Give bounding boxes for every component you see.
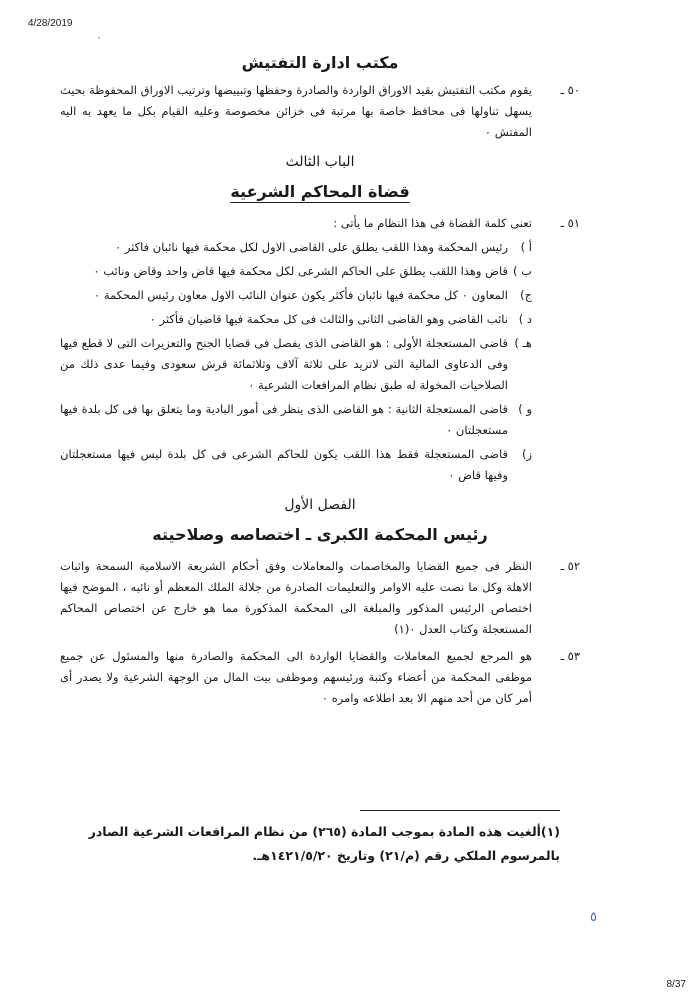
article-50 [60,80,580,143]
list-item [60,399,532,441]
item-letter: و ) [518,402,532,416]
article-number: ٥٣ ـ [560,649,580,663]
list-item [60,444,532,486]
article-text: هو المرجع لجميع المعاملات والقضايا الواردة الى المحكمة والصادرة منها والمسئول عن جميع موظفى المحكمة من أعضاء وكتبة ورئيسهم وموظفى بيت المال من الوجهة الشرعية ولا يصدر أى أمر كان من أحد منهم الا بعد اطلاعه وامره ٠ [60,649,532,705]
article-text: يقوم مكتب التفتيش بقيد الاوراق الواردة والصادرة وحفظها وتبييضها وترتيب الاوراق المحفوظة بحيث يسهل تناولها فى محافظ خاصة بها مرتبة فى خزائن مخصوصة وعليه القيام بكل ما يعهد به اليه المفتش ٠ [60,83,532,139]
article-53 [60,646,580,709]
item-text: قاضى المستعجلة الأولى : هو القاضى الذى يفصل فى قضايا الجنح والتعزيرات التى لا قطع فيها وفى الدعاوى المالية التى لاتزيد على ثلاثة آلاف وثلاثمائة قرش سعودى وفيما عدى ذلك من الصلاحيات المخولة له طبق نظام المرافعات الشرعية ٠ [60,336,508,392]
item-letter: أ ) [520,240,532,254]
section-subtitle: رئيس المحكمة الكبرى ـ اختصاصه وصلاحيته [152,525,488,544]
list-item [60,285,532,306]
item-letter: ز) [521,447,532,461]
article-body [60,213,532,486]
footnote: (١)ألغيت هذه المادة بموجب المادة (٢٦٥) من نظام المرافعات الشرعية الصادر بالمرسوم الملكي رقم (م/٢١) وتاريخ ١٤٢١/٥/٢٠هـ. [88,824,560,863]
article-number: ٥٠ ـ [560,83,580,97]
item-text: قاضى المستعجلة الثانية : هو القاضى الذى ينظر فى أمور البادية وما يتعلق بها فى كل بلدة فيها مستعجلتان ٠ [60,402,508,437]
document-page [60,48,580,709]
item-letter: د ) [518,312,532,326]
article-number: ٥٢ ـ [560,559,580,573]
list-item [60,237,532,258]
item-text: قاضى المستعجلة فقط هذا اللقب يكون للحاكم الشرعى فى كل بلدة ليس فيها مستعجلتان وفيها قاض ٠ [60,447,508,482]
item-text: قاض وهذا اللقب يطلق على الحاكم الشرعى لكل محكمة فيها قاض واحد وقاض ونائب ٠ [93,264,508,278]
item-letter: ب ) [513,264,532,278]
article-51 [60,213,580,486]
chapter-subtitle: قضاة المحاكم الشرعية [230,182,410,201]
office-title: مكتب ادارة التفتيش [241,53,399,72]
footnote-divider [360,810,560,811]
article-52 [60,556,580,640]
page-number: 8/37 [666,979,686,990]
article-number: ٥١ ـ [560,216,580,230]
item-letter: هـ ) [514,336,532,350]
list-item [60,333,532,396]
article-intro: تعنى كلمة القضاة فى هذا النظام ما يأتى : [333,216,532,230]
item-text: رئيس المحكمة وهذا اللقب يطلق على القاضى الاول لكل محكمة فيها نائبان فاكثر ٠ [114,240,508,254]
item-text: المعاون ٠ كل محكمة فيها نائبان فأكثر يكون عنوان النائب الاول معاون رئيس المحكمة ٠ [94,288,508,302]
item-text: نائب القاضى وهو القاضى الثانى والثالث فى كل محكمة فيها قاضيان فأكثر ٠ [149,312,508,326]
pen-mark: ٥ [590,910,597,925]
print-date: 4/28/2019 [28,18,73,29]
list-item [60,309,532,330]
list-item [60,261,532,282]
pen-mark: ٠ [96,30,103,44]
section-title: الفصل الأول [284,497,356,513]
chapter-title: الباب الثالث [285,154,355,170]
article-text: النظر فى جميع القضايا والمخاصمات والمعاملات وفق أحكام الشريعة الاسلامية السمحة واثبات الاهلة وكل ما نصت عليه الاوامر والتعليمات الصادرة من جلالة الملك المعظم أو نائبه ، الموضح فيها اختصاص الرئيس المذكور والمبلغة الى المحكمة المذكورة مما هو خارج عن اختصاص المحاكم المستعجلة وكتاب العدل ٠(١) [60,559,532,636]
item-letter: ج) [520,288,532,302]
